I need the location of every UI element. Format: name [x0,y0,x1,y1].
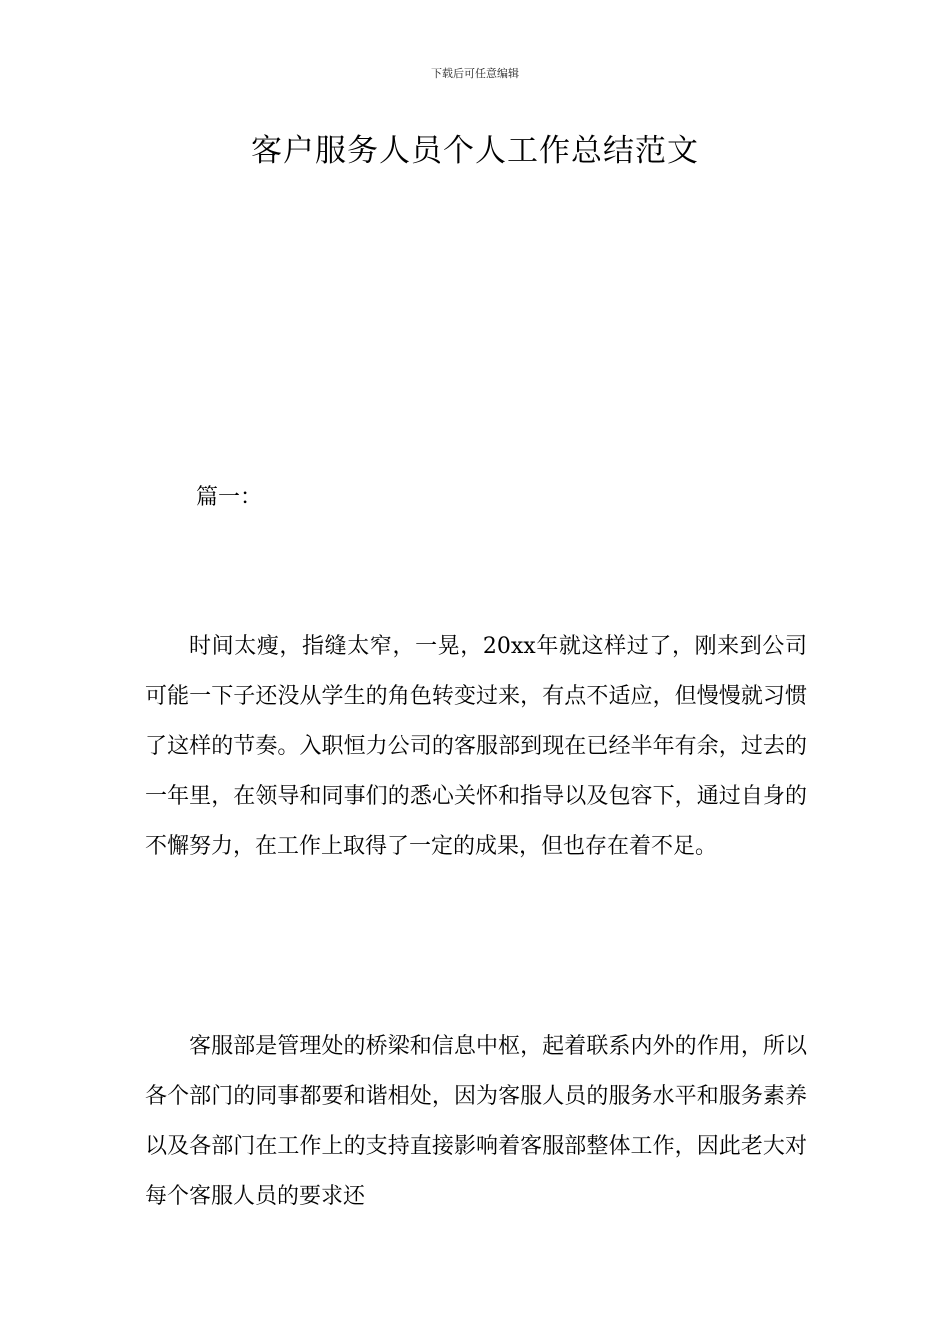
paragraph-1: 时间太瘦，指缝太窄，一晃，20xx年就这样过了，刚来到公司可能一下子还没从学生的角色转变过来，有点不适应，但慢慢就习惯了这样的节奏。入职恒力公司的客服部到现在已经半年有余，过去的一年里，在领导和同事们的悉心关怀和指导以及包容下，通过自身的不懈努力，在工作上取得了一定的成果，但也存在着不足。 [145,634,807,859]
paragraph-2: 客服部是管理处的桥梁和信息中枢，起着联系内外的作用，所以各个部门的同事都要和谐相处，因为客服人员的服务水平和服务素养以及各部门在工作上的支持直接影响着客服部整体工作，因此老大对每个客服人员的要求还 [145,1034,807,1209]
document-title: 客户服务人员个人工作总结范文 [251,133,699,169]
header-note: 下载后可任意编辑 [431,67,519,80]
section-label: 篇一： [196,485,263,510]
